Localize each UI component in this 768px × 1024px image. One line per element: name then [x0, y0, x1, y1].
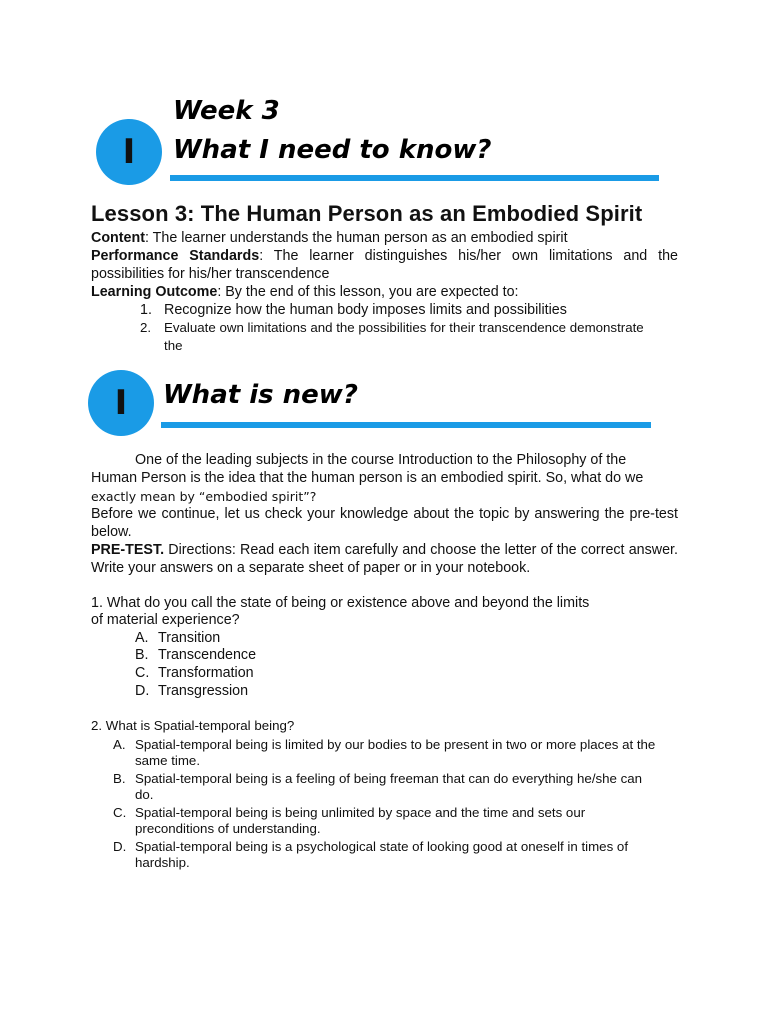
section-badge-circle: [96, 119, 162, 185]
option-text-line-1: Spatial-temporal being is a psychological state of looking good at oneself in times of: [135, 839, 629, 854]
question-2-option-d: [113, 838, 629, 870]
learning-outcome: [91, 283, 678, 301]
option-text-line-2: preconditions of understanding.: [135, 821, 321, 836]
question-1-option-d: [135, 682, 249, 700]
option-text-line-2: same time.: [135, 753, 201, 768]
section-underline: [170, 175, 659, 181]
content-statement: [91, 229, 678, 247]
option-letter: D.: [113, 839, 127, 854]
question-1-line-2: of material experience?: [91, 612, 240, 628]
question-1-line-1: 1. What do you call the state of being or existence above and beyond the limits: [91, 595, 590, 611]
pretest-text: Directions: Read each item carefully and choose the letter of the correct answer. Write your answers on a separate sheet of paper or in your notebook.: [91, 542, 678, 576]
performance-standards: [91, 247, 678, 283]
option-text: Transition: [158, 630, 221, 646]
option-letter: A.: [113, 737, 126, 752]
section-heading-what-i-need-to-know: What I need to know?: [173, 135, 492, 165]
question-2-option-b: [113, 770, 643, 802]
option-letter: B.: [113, 771, 126, 786]
objective-number: 1.: [140, 302, 152, 318]
option-text-line-1: Spatial-temporal being is a feeling of being freeman that can do everything he/she can: [135, 771, 643, 786]
option-text-line-1: Spatial-temporal being is limited by our bodies to be present in two or more places at the: [135, 737, 656, 752]
section-heading-what-is-new: What is new?: [163, 380, 358, 410]
intro-line-3: exactly mean by “embodied spirit”?: [91, 489, 317, 504]
performance-text: : The learner distinguishes his/her own limitations and the possibilities for his/her transcendence: [91, 248, 678, 282]
option-text: Transformation: [158, 665, 254, 681]
performance-label: Performance Standards: [91, 248, 260, 264]
option-letter: C.: [135, 665, 150, 681]
content-label: Content: [91, 230, 145, 246]
option-text-line-2: hardship.: [135, 855, 190, 870]
lesson-title: Lesson 3: The Human Person as an Embodied Spirit: [91, 201, 643, 226]
objective-1: [140, 301, 567, 319]
question-2-line-1: 2. What is Spatial-temporal being?: [91, 718, 295, 733]
option-text: Transgression: [158, 683, 249, 699]
option-letter: A.: [135, 630, 149, 646]
section-badge-letter: I: [114, 383, 128, 423]
question-1-option-b: [135, 646, 257, 664]
week-label: Week 3: [173, 96, 280, 126]
outcome-label: Learning Outcome: [91, 284, 218, 300]
option-letter: B.: [135, 647, 149, 663]
question-2-option-a: [113, 736, 656, 768]
objective-text: Evaluate own limitations and the possibilities for their transcendence demonstrate: [164, 320, 644, 335]
objective-2: [140, 319, 644, 337]
objective-number: 2.: [140, 320, 152, 335]
pretest-directions: [91, 541, 678, 577]
option-text-line-1: Spatial-temporal being is being unlimited by space and the time and sets our: [135, 805, 586, 820]
content-text: : The learner understands the human person as an embodied spirit: [145, 230, 568, 246]
question-1-option-c: [135, 664, 254, 682]
section-badge-circle-2: [88, 370, 154, 436]
question-2-option-c: [113, 804, 586, 836]
section-underline-2: [161, 422, 651, 428]
option-letter: C.: [113, 805, 127, 820]
intro-paragraph-2: Before we continue, let us check your knowledge about the topic by answering the pre-test below.: [91, 506, 678, 540]
objective-text: Recognize how the human body imposes limits and possibilities: [164, 302, 567, 318]
outcome-text: : By the end of this lesson, you are expected to:: [217, 284, 519, 300]
pretest-label: PRE-TEST.: [91, 542, 165, 558]
option-text: Transcendence: [158, 647, 257, 663]
intro-line-2: Human Person is the idea that the human person is an embodied spirit. So, what do we: [91, 470, 644, 486]
intro-line-1: One of the leading subjects in the course Introduction to the Philosophy of the: [135, 452, 627, 468]
objective-2-continued: the: [164, 338, 183, 353]
option-letter: D.: [135, 683, 150, 699]
question-1-option-a: [135, 629, 221, 647]
section-badge-letter: I: [122, 132, 136, 172]
option-text-line-2: do.: [135, 787, 154, 802]
